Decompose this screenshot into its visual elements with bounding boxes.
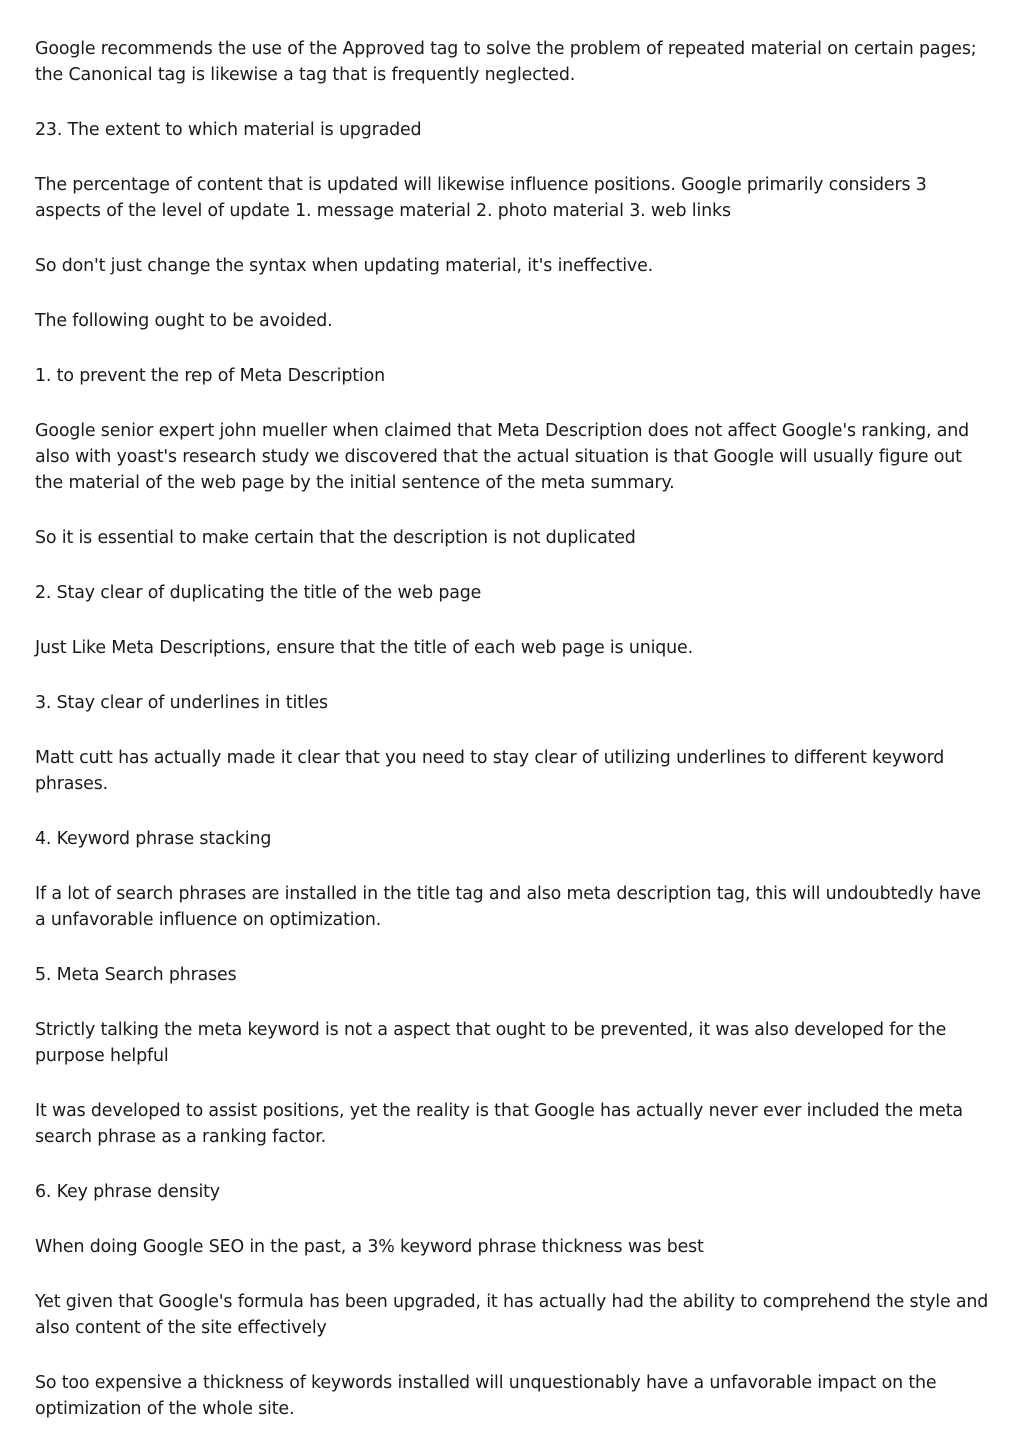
paragraph-meta-keyword-aspect: Strictly talking the meta keyword is not a aspect that ought to be prevented, it was also developed for the purpose helpful: [35, 1020, 947, 1066]
heading-underlines: 3. Stay clear of underlines in titles: [35, 693, 328, 713]
heading-duplicate-title: 2. Stay clear of duplicating the title of the web page: [35, 583, 482, 603]
heading-keyword-density: 6. Key phrase density: [35, 1182, 220, 1202]
paragraph-meta-keyword-ranking: It was developed to assist positions, yet the reality is that Google has actually never ever included the meta search phrase as a ranking factor.: [35, 1101, 963, 1147]
paragraph-canonical-tag: Google recommends the use of the Approved tag to solve the problem of repeated material on certain pages; the Canonical tag is likewise a tag that is frequently neglected.: [35, 39, 977, 85]
paragraph-keyword-stacking: If a lot of search phrases are installed in the title tag and also meta description tag, this will undoubtedly have a unfavorable influence on optimization.: [35, 884, 981, 930]
paragraph-matt-cutt: Matt cutt has actually made it clear that you need to stay clear of utilizing underlines to different keyword phrases.: [35, 748, 945, 794]
paragraph-density-past: When doing Google SEO in the past, a 3% keyword phrase thickness was best: [35, 1237, 704, 1257]
paragraph-formula-upgrade: Yet given that Google's formula has been upgraded, it has actually had the ability to comprehend the style and also content of the site effectively: [35, 1292, 989, 1338]
document-body: [35, 36, 995, 1451]
heading-keyword-stacking: 4. Keyword phrase stacking: [35, 829, 272, 849]
paragraph-syntax-warning: So don't just change the syntax when updating material, it's ineffective.: [35, 256, 653, 276]
paragraph-density-impact: So too expensive a thickness of keywords installed will unquestionably have a unfavorable impact on the optimization of the whole site.: [35, 1373, 937, 1419]
heading-meta-description: 1. to prevent the rep of Meta Description: [35, 366, 385, 386]
paragraph-title-unique: Just Like Meta Descriptions, ensure that the title of each web page is unique.: [35, 638, 693, 658]
paragraph-description-unique: So it is essential to make certain that the description is not duplicated: [35, 528, 636, 548]
paragraph-avoid-intro: The following ought to be avoided.: [35, 311, 333, 331]
paragraph-john-mueller: Google senior expert john mueller when claimed that Meta Description does not affect Google's ranking, and also with yoast's research study we discovered that the actual situation is that Google will usually figure out the material of the web page by the initial sentence of the meta summary.: [35, 421, 970, 493]
paragraph-update-aspects: The percentage of content that is updated will likewise influence positions. Google primarily considers 3 aspects of the level of update 1. message material 2. photo material 3. web links: [35, 175, 927, 221]
heading-content-update: 23. The extent to which material is upgraded: [35, 120, 422, 140]
heading-meta-keywords: 5. Meta Search phrases: [35, 965, 237, 985]
